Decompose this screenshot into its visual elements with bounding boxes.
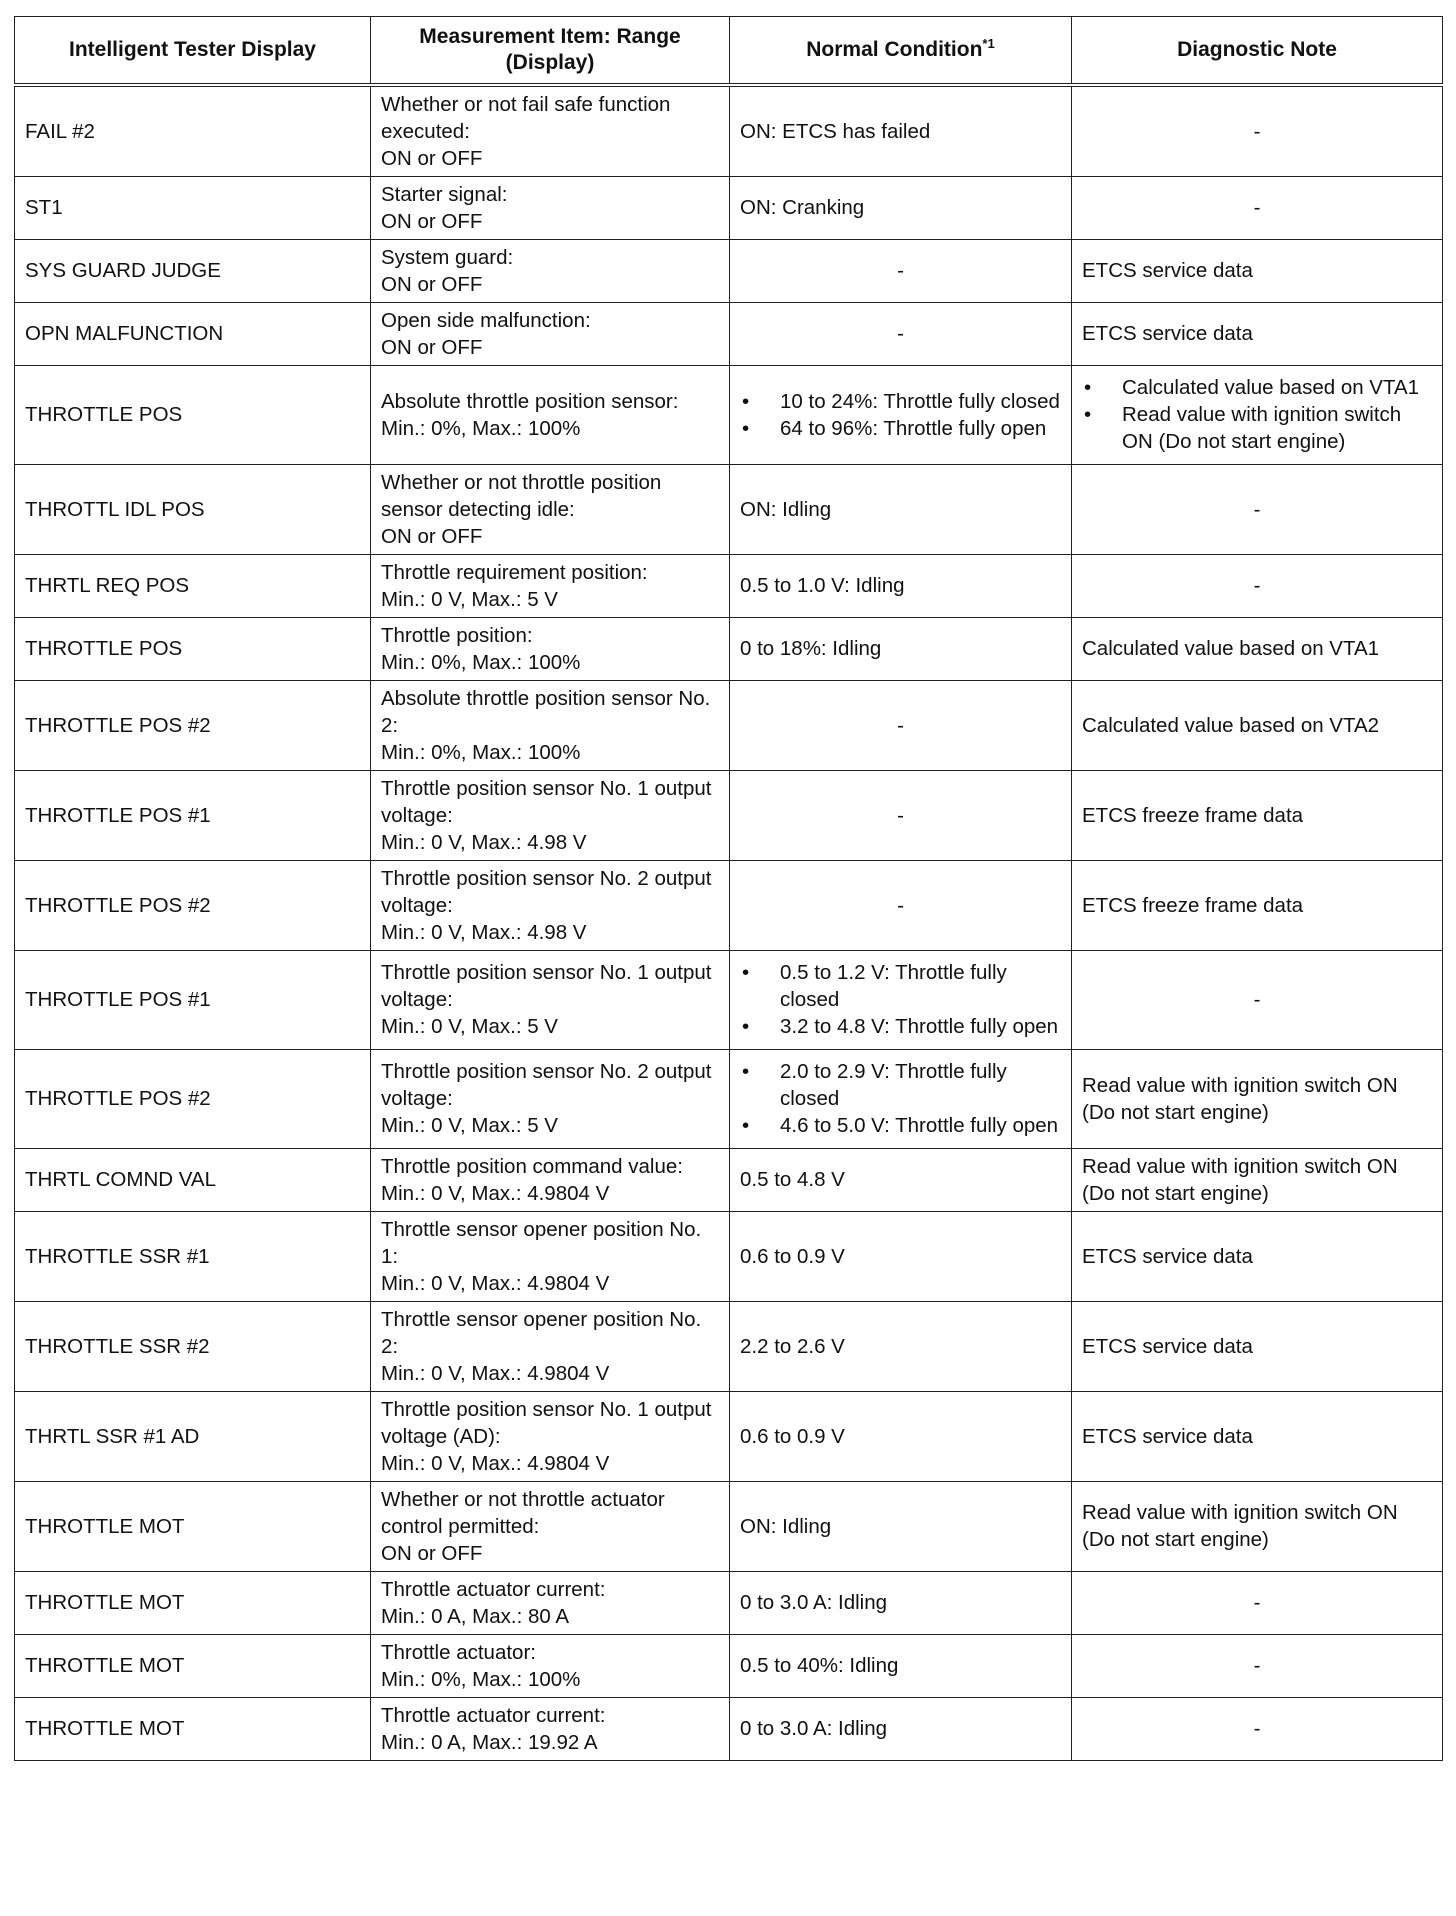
table-row xyxy=(15,617,1443,680)
cell-tester-display: THRTL COMND VAL xyxy=(15,1148,371,1211)
cell-measurement-item: Throttle sensor opener position No. 1: Min.: 0 V, Max.: 4.9804 V xyxy=(371,1211,730,1301)
table-row xyxy=(15,1148,1443,1211)
cell-diagnostic-note: - xyxy=(1072,1697,1443,1760)
header-normal-condition xyxy=(730,17,1072,85)
cell-measurement-item: Throttle position sensor No. 1 output voltage: Min.: 0 V, Max.: 5 V xyxy=(371,950,730,1049)
cell-diagnostic-note: Read value with ignition switch ON (Do not start engine) xyxy=(1072,1481,1443,1571)
table-header xyxy=(15,17,1443,85)
table-row xyxy=(15,680,1443,770)
table-row xyxy=(15,554,1443,617)
cell-normal-condition: ON: Idling xyxy=(730,1481,1072,1571)
cell-diagnostic-note: - xyxy=(1072,464,1443,554)
table-row xyxy=(15,1301,1443,1391)
cell-tester-display: ST1 xyxy=(15,176,371,239)
cell-tester-display: THROTTLE POS #1 xyxy=(15,950,371,1049)
table-row xyxy=(15,1049,1443,1148)
cell-diagnostic-note: - xyxy=(1072,176,1443,239)
cell-normal-condition: - xyxy=(730,860,1072,950)
cell-measurement-item: System guard: ON or OFF xyxy=(371,239,730,302)
cell-normal-condition: 2.2 to 2.6 V xyxy=(730,1301,1072,1391)
cell-diagnostic-note: ETCS service data xyxy=(1072,239,1443,302)
cell-tester-display: THROTTLE MOT xyxy=(15,1571,371,1634)
cell-measurement-item: Absolute throttle position sensor: Min.: 0%, Max.: 100% xyxy=(371,365,730,464)
table-row xyxy=(15,239,1443,302)
cell-measurement-item: Throttle actuator: Min.: 0%, Max.: 100% xyxy=(371,1634,730,1697)
cell-tester-display: THROTTLE POS xyxy=(15,365,371,464)
cell-normal-condition xyxy=(730,1049,1072,1148)
table-row xyxy=(15,950,1443,1049)
cell-tester-display: THROTTL IDL POS xyxy=(15,464,371,554)
cell-tester-display: FAIL #2 xyxy=(15,85,371,177)
cell-tester-display: THRTL REQ POS xyxy=(15,554,371,617)
table-row xyxy=(15,365,1443,464)
cell-diagnostic-note: ETCS freeze frame data xyxy=(1072,860,1443,950)
cell-diagnostic-note: Read value with ignition switch ON (Do not start engine) xyxy=(1072,1049,1443,1148)
table-row xyxy=(15,176,1443,239)
cell-normal-condition: 0.5 to 40%: Idling xyxy=(730,1634,1072,1697)
cell-normal-condition xyxy=(730,950,1072,1049)
cell-diagnostic-note: Read value with ignition switch ON (Do not start engine) xyxy=(1072,1148,1443,1211)
cell-normal-condition: ON: Idling xyxy=(730,464,1072,554)
bullet-list xyxy=(740,959,1061,1040)
cell-diagnostic-note xyxy=(1072,365,1443,464)
cell-tester-display: SYS GUARD JUDGE xyxy=(15,239,371,302)
table-row xyxy=(15,1634,1443,1697)
cell-tester-display: THRTL SSR #1 AD xyxy=(15,1391,371,1481)
cell-measurement-item: Throttle sensor opener position No. 2: Min.: 0 V, Max.: 4.9804 V xyxy=(371,1301,730,1391)
cell-measurement-item: Whether or not throttle actuator control permitted: ON or OFF xyxy=(371,1481,730,1571)
bullet-item: • Read value with ignition switch ON (Do not start engine) xyxy=(1082,401,1432,455)
bullet-item: • 2.0 to 2.9 V: Throttle fully closed xyxy=(740,1058,1061,1112)
cell-measurement-item: Throttle position sensor No. 1 output voltage: Min.: 0 V, Max.: 4.98 V xyxy=(371,770,730,860)
cell-tester-display: THROTTLE MOT xyxy=(15,1634,371,1697)
cell-normal-condition: ON: ETCS has failed xyxy=(730,85,1072,177)
cell-tester-display: THROTTLE POS #2 xyxy=(15,680,371,770)
data-list-table xyxy=(14,16,1443,1761)
table-row xyxy=(15,302,1443,365)
cell-tester-display: THROTTLE POS #2 xyxy=(15,860,371,950)
cell-normal-condition: 0.5 to 4.8 V xyxy=(730,1148,1072,1211)
cell-measurement-item: Starter signal: ON or OFF xyxy=(371,176,730,239)
header-diagnostic-note: Diagnostic Note xyxy=(1072,17,1443,85)
table-row xyxy=(15,1481,1443,1571)
cell-diagnostic-note: ETCS service data xyxy=(1072,1391,1443,1481)
table-row xyxy=(15,860,1443,950)
table-row xyxy=(15,1697,1443,1760)
header-measurement-item: Measurement Item: Range (Display) xyxy=(371,17,730,85)
header-row xyxy=(15,17,1443,85)
cell-measurement-item: Throttle actuator current: Min.: 0 A, Max.: 19.92 A xyxy=(371,1697,730,1760)
cell-diagnostic-note: - xyxy=(1072,1571,1443,1634)
bullet-list xyxy=(740,388,1061,442)
cell-tester-display: THROTTLE MOT xyxy=(15,1697,371,1760)
bullet-item: • 4.6 to 5.0 V: Throttle fully open xyxy=(740,1112,1061,1139)
cell-normal-condition: - xyxy=(730,680,1072,770)
bullet-item: • 64 to 96%: Throttle fully open xyxy=(740,415,1061,442)
bullet-list xyxy=(740,1058,1061,1139)
bullet-item: • Calculated value based on VTA1 xyxy=(1082,374,1432,401)
cell-measurement-item: Absolute throttle position sensor No. 2: Min.: 0%, Max.: 100% xyxy=(371,680,730,770)
cell-diagnostic-note: - xyxy=(1072,1634,1443,1697)
cell-normal-condition: ON: Cranking xyxy=(730,176,1072,239)
header-normal-condition-label: Normal Condition xyxy=(806,37,983,61)
cell-tester-display: THROTTLE POS xyxy=(15,617,371,680)
table-row xyxy=(15,1391,1443,1481)
cell-normal-condition: 0.6 to 0.9 V xyxy=(730,1391,1072,1481)
table-row xyxy=(15,770,1443,860)
cell-diagnostic-note: ETCS service data xyxy=(1072,302,1443,365)
cell-measurement-item: Open side malfunction: ON or OFF xyxy=(371,302,730,365)
cell-normal-condition: - xyxy=(730,239,1072,302)
cell-diagnostic-note: ETCS service data xyxy=(1072,1211,1443,1301)
cell-measurement-item: Throttle position command value: Min.: 0 V, Max.: 4.9804 V xyxy=(371,1148,730,1211)
cell-diagnostic-note: Calculated value based on VTA1 xyxy=(1072,617,1443,680)
cell-measurement-item: Throttle actuator current: Min.: 0 A, Max.: 80 A xyxy=(371,1571,730,1634)
cell-diagnostic-note: ETCS freeze frame data xyxy=(1072,770,1443,860)
cell-diagnostic-note: ETCS service data xyxy=(1072,1301,1443,1391)
cell-tester-display: THROTTLE POS #2 xyxy=(15,1049,371,1148)
cell-measurement-item: Throttle position: Min.: 0%, Max.: 100% xyxy=(371,617,730,680)
cell-measurement-item: Throttle position sensor No. 2 output voltage: Min.: 0 V, Max.: 5 V xyxy=(371,1049,730,1148)
cell-measurement-item: Throttle position sensor No. 1 output voltage (AD): Min.: 0 V, Max.: 4.9804 V xyxy=(371,1391,730,1481)
cell-diagnostic-note: Calculated value based on VTA2 xyxy=(1072,680,1443,770)
cell-diagnostic-note: - xyxy=(1072,85,1443,177)
data-list-sheet xyxy=(14,16,1442,1761)
cell-normal-condition: 0 to 18%: Idling xyxy=(730,617,1072,680)
cell-diagnostic-note: - xyxy=(1072,554,1443,617)
cell-tester-display: THROTTLE SSR #1 xyxy=(15,1211,371,1301)
bullet-item: • 0.5 to 1.2 V: Throttle fully closed xyxy=(740,959,1061,1013)
cell-measurement-item: Whether or not throttle position sensor detecting idle: ON or OFF xyxy=(371,464,730,554)
table-row xyxy=(15,85,1443,177)
cell-tester-display: THROTTLE SSR #2 xyxy=(15,1301,371,1391)
cell-measurement-item: Whether or not fail safe function executed: ON or OFF xyxy=(371,85,730,177)
cell-normal-condition: 0 to 3.0 A: Idling xyxy=(730,1571,1072,1634)
cell-measurement-item: Throttle requirement position: Min.: 0 V, Max.: 5 V xyxy=(371,554,730,617)
cell-diagnostic-note: - xyxy=(1072,950,1443,1049)
table-row xyxy=(15,464,1443,554)
cell-normal-condition: 0.5 to 1.0 V: Idling xyxy=(730,554,1072,617)
bullet-list xyxy=(1082,374,1432,455)
header-tester-display: Intelligent Tester Display xyxy=(15,17,371,85)
cell-tester-display: THROTTLE MOT xyxy=(15,1481,371,1571)
footnote-mark: *1 xyxy=(982,35,995,51)
table-row xyxy=(15,1211,1443,1301)
cell-normal-condition: 0 to 3.0 A: Idling xyxy=(730,1697,1072,1760)
bullet-item: • 10 to 24%: Throttle fully closed xyxy=(740,388,1061,415)
bullet-item: • 3.2 to 4.8 V: Throttle fully open xyxy=(740,1013,1061,1040)
cell-normal-condition: - xyxy=(730,770,1072,860)
cell-measurement-item: Throttle position sensor No. 2 output voltage: Min.: 0 V, Max.: 4.98 V xyxy=(371,860,730,950)
cell-normal-condition: - xyxy=(730,302,1072,365)
cell-normal-condition: 0.6 to 0.9 V xyxy=(730,1211,1072,1301)
table-row xyxy=(15,1571,1443,1634)
table-body xyxy=(15,85,1443,1761)
cell-tester-display: THROTTLE POS #1 xyxy=(15,770,371,860)
cell-tester-display: OPN MALFUNCTION xyxy=(15,302,371,365)
cell-normal-condition xyxy=(730,365,1072,464)
